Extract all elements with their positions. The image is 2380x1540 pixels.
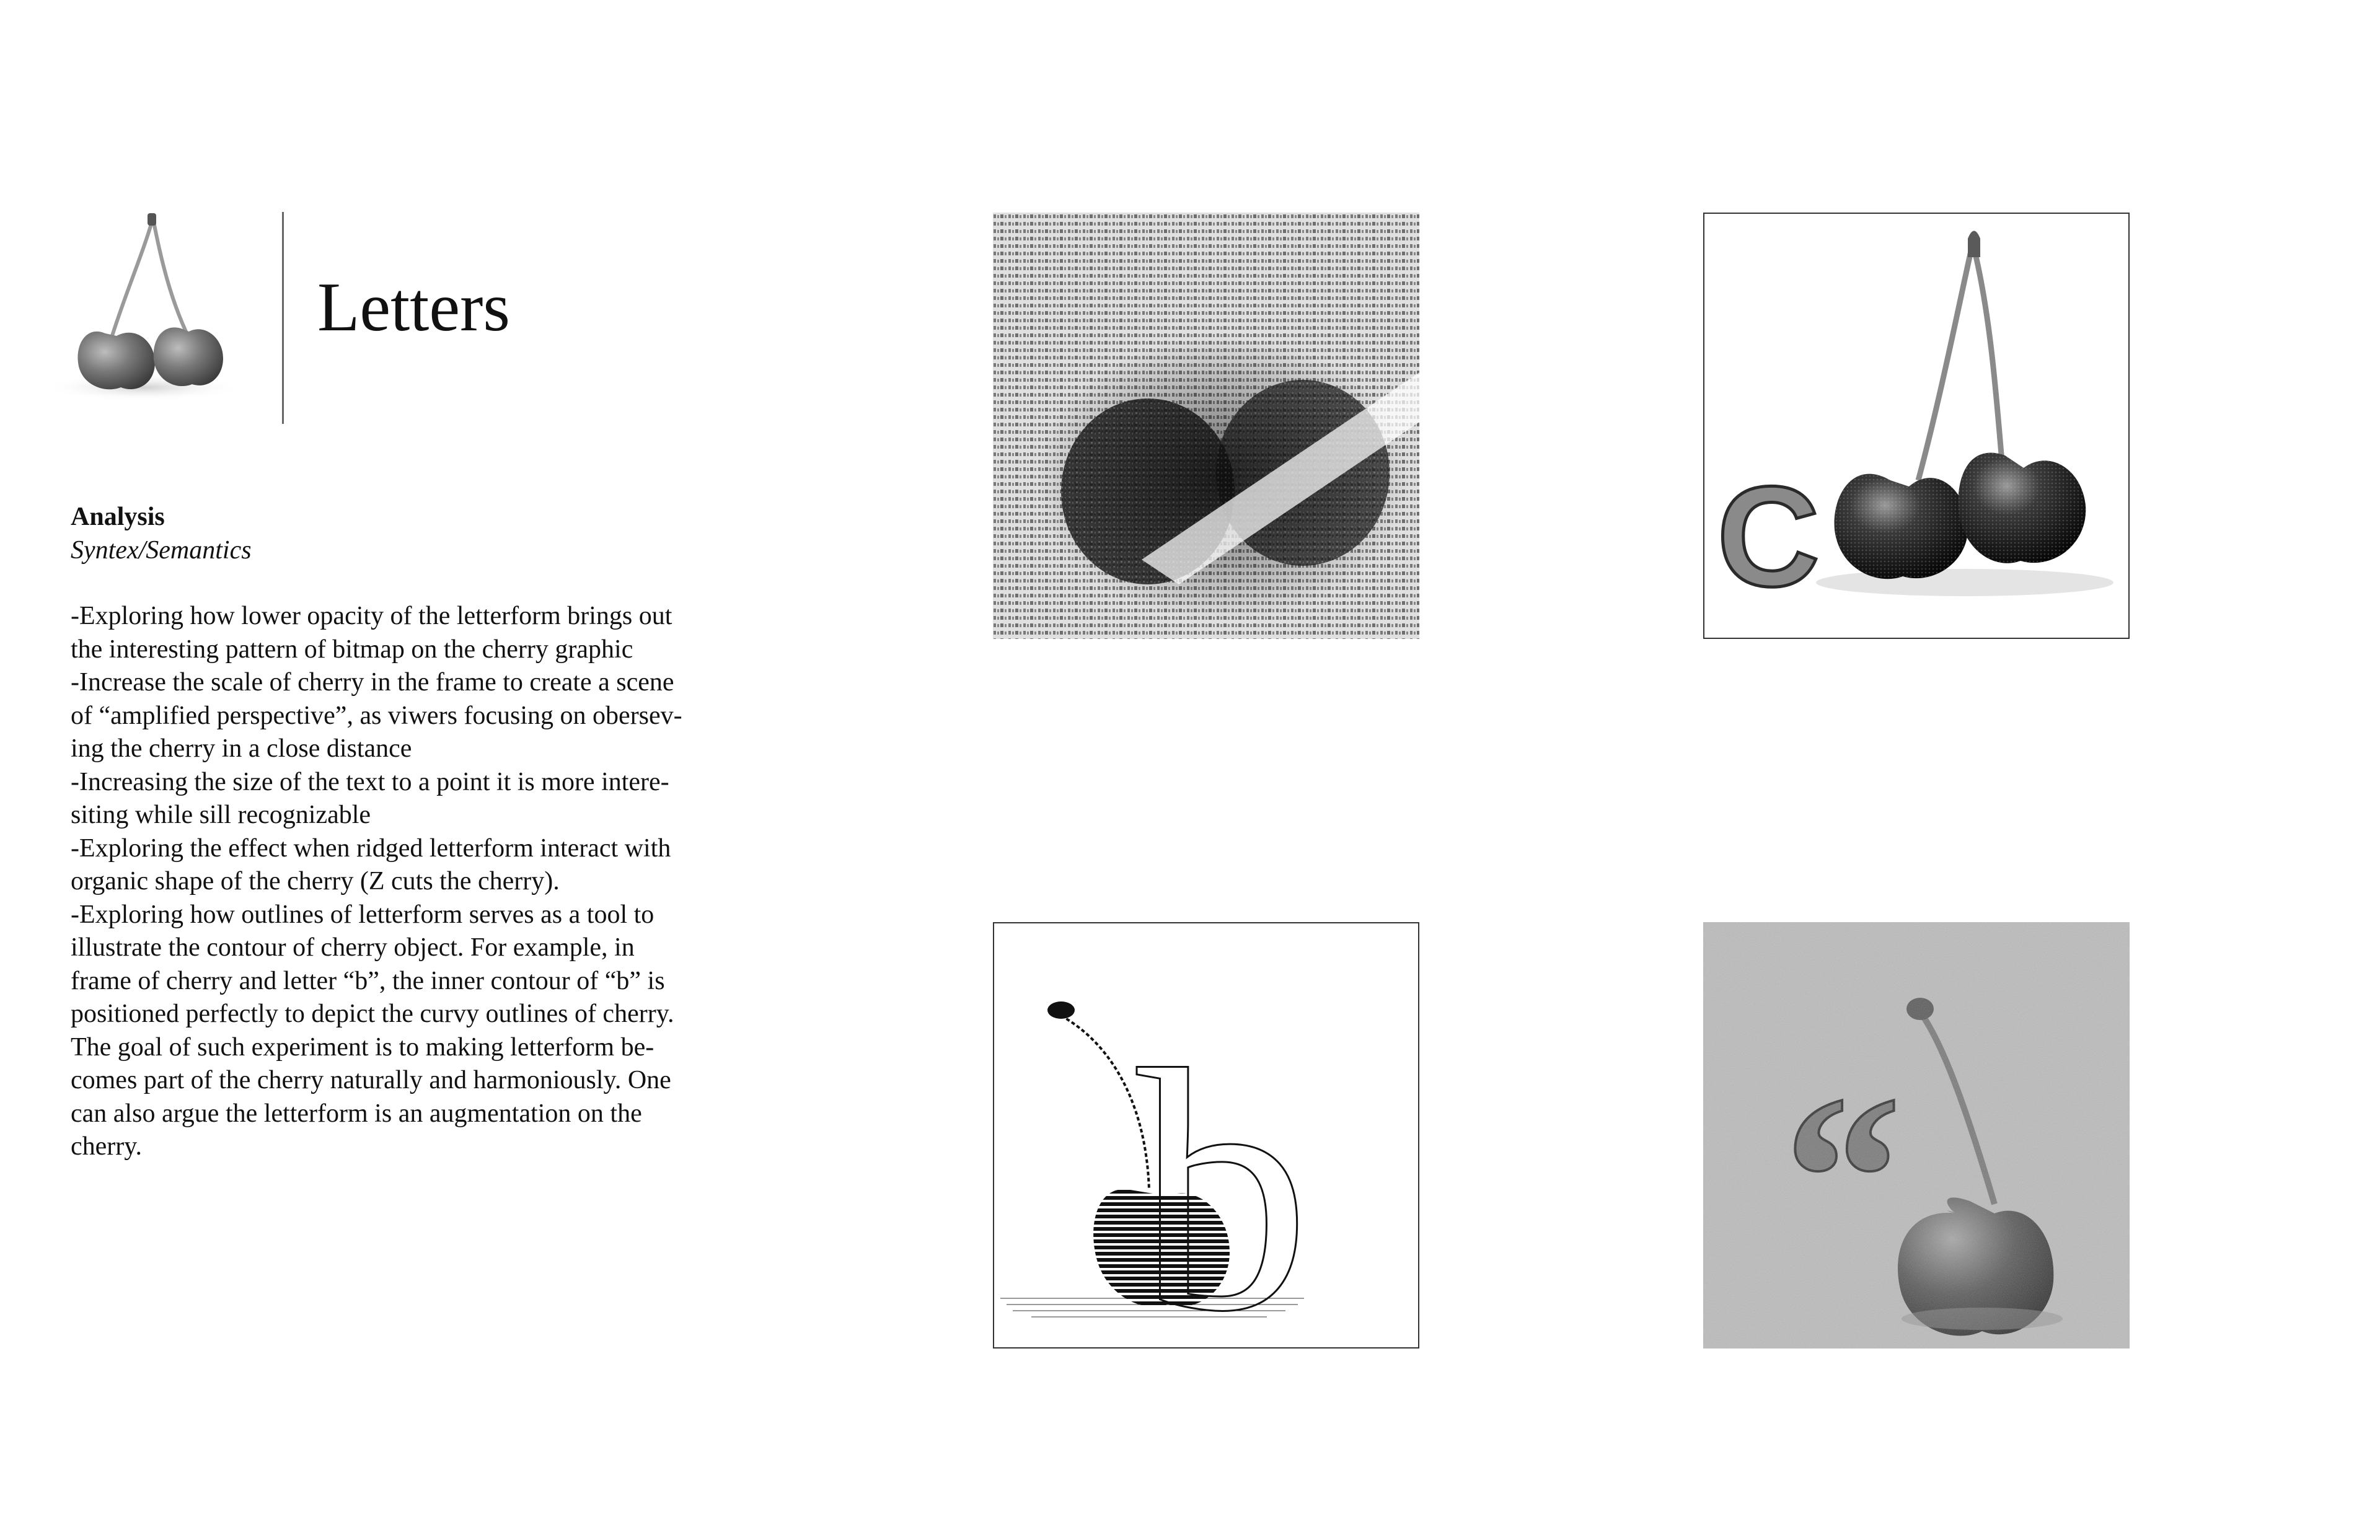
analysis-line: The goal of such experiment is to making letterform be- [71,1032,654,1062]
page-title: Letters [317,269,510,346]
analysis-line: siting while sill recognizable [71,801,371,829]
analysis-line: -Exploring the effect when ridged letterform interact with [71,834,671,863]
analysis-subheading: Syntex/Semantics [71,535,252,565]
analysis-line: illustrate the contour of cherry object. For example, in [71,933,635,962]
analysis-body [71,600,740,1164]
experiment-frame-b [993,922,1419,1349]
analysis-line: of “amplified perspective”, as viwers focusing on obersev- [71,701,682,730]
analysis-section [71,501,740,1164]
scanline-cherry-b-image [994,923,1418,1347]
analysis-heading: Analysis [71,503,165,531]
analysis-line: -Increase the scale of cherry in the frame to create a scene [71,668,674,697]
analysis-line: comes part of the cherry naturally and harmoniously. One [71,1066,671,1094]
analysis-line: -Increasing the size of the text to a point it is more intere- [71,767,669,796]
analysis-line: the interesting pattern of bitmap on the cherry graphic [71,635,633,664]
analysis-line: organic shape of the cherry (Z cuts the cherry). [71,867,560,895]
experiment-frame-z [993,213,1419,639]
analysis-line: positioned perfectly to depict the curvy outlines of cherry. [71,1000,674,1028]
analysis-line: frame of cherry and letter “b”, the inner contour of “b” is [71,966,665,995]
experiment-frame-c [1703,213,2130,639]
ascii-cherry-z-image [993,213,1419,639]
header-divider [282,212,284,424]
experiment-frame-quote [1703,922,2130,1349]
header-cherry-image [37,205,254,409]
analysis-line: can also argue the letterform is an augmentation on the [71,1099,642,1128]
analysis-line: -Exploring how lower opacity of the letterform brings out [71,602,672,630]
analysis-line: -Exploring how outlines of letterform serves as a tool to [71,900,654,929]
analysis-line: cherry. [71,1132,143,1161]
halftone-cherry-c-image [1704,214,2128,638]
noise-cherry-quote-image [1703,922,2130,1349]
analysis-line: ing the cherry in a close distance [71,734,412,763]
letter-b-glyph: b [1137,999,1310,1347]
letter-c-glyph: C [1717,457,1820,616]
